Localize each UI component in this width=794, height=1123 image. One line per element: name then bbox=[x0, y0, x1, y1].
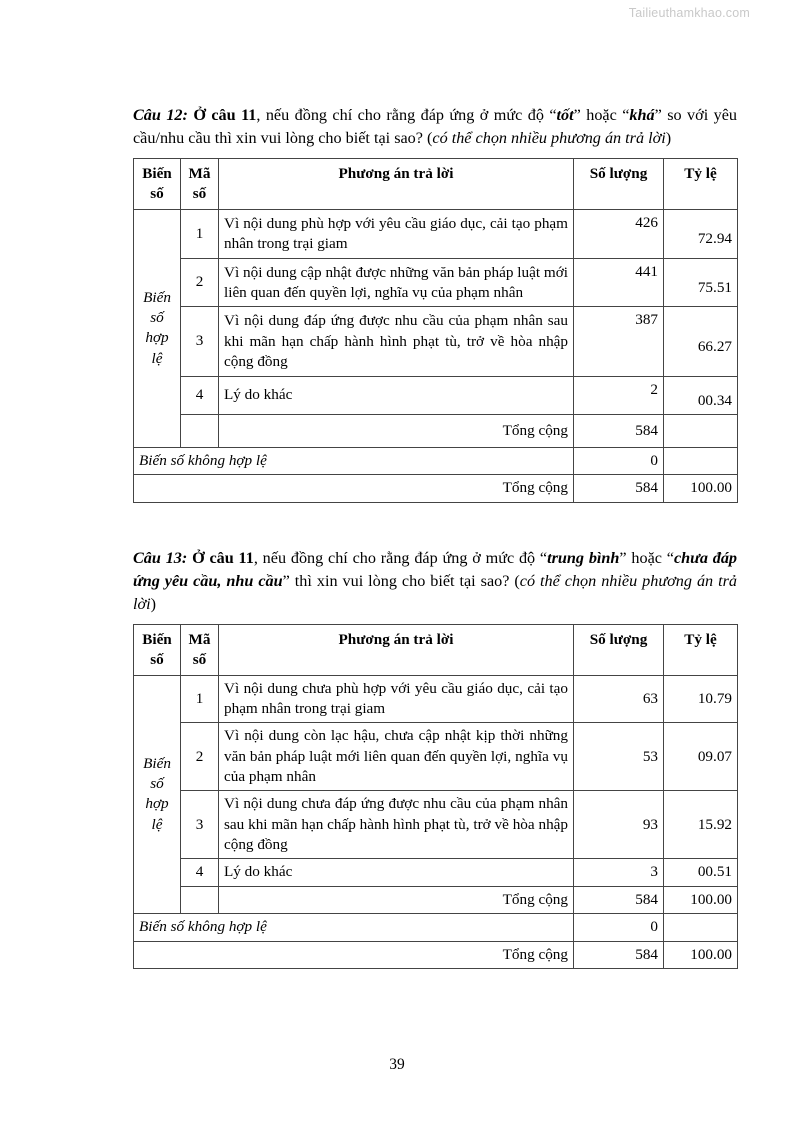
row-quantity: 3 bbox=[574, 859, 664, 886]
row-answer: Vì nội dung cập nhật được những văn bản pháp luật mới liên quan đến quyền lợi, nghĩa vụ của phạm nhân bbox=[219, 258, 574, 307]
table-row bbox=[134, 258, 738, 307]
row-quantity: 53 bbox=[574, 723, 664, 791]
question-12-text-1: , nếu đồng chí cho rằng đáp ứng ở mức độ “ bbox=[256, 106, 557, 124]
row-code: 4 bbox=[181, 376, 219, 414]
question-13-note: có thể chọn nhiều phương án trả lời bbox=[133, 571, 737, 613]
table-header-row bbox=[134, 624, 738, 675]
question-12-text-2: ” hoặc “ bbox=[573, 106, 630, 124]
row-code: 1 bbox=[181, 675, 219, 723]
table-header-row bbox=[134, 159, 738, 210]
column-header-so-luong: Số lượng bbox=[574, 624, 664, 675]
row-quantity: 93 bbox=[574, 791, 664, 859]
question-12-text-3: ” so với yêu cầu/nhu cầu thì xin vui lòng cho biết tại sao? ( bbox=[133, 106, 737, 147]
row-quantity: 387 bbox=[574, 307, 664, 376]
bien-so-hop-le-label bbox=[134, 675, 181, 914]
table-row bbox=[134, 723, 738, 791]
row-percent: 10.79 bbox=[664, 675, 738, 723]
row-code: 3 bbox=[181, 307, 219, 376]
bien-label-line-1: Biến bbox=[143, 288, 171, 306]
table-row bbox=[134, 307, 738, 376]
invalid-percent bbox=[664, 447, 738, 474]
column-header-ma-so: Mã số bbox=[181, 159, 219, 210]
question-13-text-1: , nếu đồng chí cho rằng đáp ứng ở mức độ “ bbox=[253, 548, 548, 567]
question-13-text-2: ” hoặc “ bbox=[619, 548, 674, 567]
column-header-ty-le: Tỷ lệ bbox=[664, 624, 738, 675]
question-12-emphasis-1: tốt bbox=[556, 106, 574, 124]
question-13-text-3: ” thì xin vui lòng cho biết tại sao? ( bbox=[282, 571, 520, 590]
subtotal-label: Tổng cộng bbox=[219, 414, 574, 447]
grandtotal-percent: 100.00 bbox=[664, 475, 738, 502]
table-row bbox=[134, 791, 738, 859]
row-percent: 72.94 bbox=[664, 210, 738, 259]
invalid-percent bbox=[664, 914, 738, 941]
table-row bbox=[134, 210, 738, 259]
bien-label-line-3: hợp bbox=[145, 795, 169, 813]
row-percent: 66.27 bbox=[664, 307, 738, 376]
question-13-number: Câu 13: bbox=[133, 548, 188, 567]
row-quantity: 426 bbox=[574, 210, 664, 259]
row-answer: Lý do khác bbox=[219, 859, 574, 886]
column-header-phuong-an: Phương án trả lời bbox=[219, 624, 574, 675]
question-12-note: có thể chọn nhiều phương án trả lời bbox=[432, 129, 666, 147]
subtotal-quantity: 584 bbox=[574, 886, 664, 913]
invalid-row bbox=[134, 447, 738, 474]
row-percent: 00.34 bbox=[664, 376, 738, 414]
row-code: 1 bbox=[181, 210, 219, 259]
bien-label-line-4: lệ bbox=[151, 349, 163, 367]
subtotal-quantity: 584 bbox=[574, 414, 664, 447]
grandtotal-row bbox=[134, 941, 738, 968]
column-header-so-luong: Số lượng bbox=[574, 159, 664, 210]
question-13-table bbox=[133, 624, 738, 969]
row-answer: Vì nội dung chưa đáp ứng được nhu cầu của phạm nhân sau khi mãn hạn chấp hành hình phạt tù, trở về hòa nhập cộng đồng bbox=[219, 791, 574, 859]
subtotal-row bbox=[134, 414, 738, 447]
grandtotal-quantity: 584 bbox=[574, 475, 664, 502]
row-percent: 75.51 bbox=[664, 258, 738, 307]
row-answer: Vì nội dung phù hợp với yêu cầu giáo dục, cải tạo phạm nhân trong trại giam bbox=[219, 210, 574, 259]
question-13-ref: Ở câu 11 bbox=[192, 548, 254, 567]
subtotal-code-cell bbox=[181, 886, 219, 913]
column-header-ma-so: Mã số bbox=[181, 624, 219, 675]
page-content bbox=[133, 104, 737, 969]
invalid-row bbox=[134, 914, 738, 941]
column-header-ty-le: Tỷ lệ bbox=[664, 159, 738, 210]
bien-label-line-2: số bbox=[150, 309, 164, 327]
grandtotal-row bbox=[134, 475, 738, 502]
bien-label-line-1: Biến bbox=[143, 754, 171, 772]
watermark: Tailieuthamkhao.com bbox=[628, 6, 750, 20]
grandtotal-label: Tổng cộng bbox=[134, 941, 574, 968]
invalid-label: Biến số không hợp lệ bbox=[134, 447, 574, 474]
row-answer: Lý do khác bbox=[219, 376, 574, 414]
row-percent: 00.51 bbox=[664, 859, 738, 886]
bien-label-line-2: số bbox=[150, 775, 164, 793]
question-13-text-4: ) bbox=[150, 594, 157, 613]
row-answer: Vì nội dung đáp ứng được nhu cầu của phạm nhân sau khi mãn hạn chấp hành hình phạt tù, trở về hòa nhập cộng đồng bbox=[219, 307, 574, 376]
subtotal-row bbox=[134, 886, 738, 913]
row-code: 3 bbox=[181, 791, 219, 859]
subtotal-code-cell bbox=[181, 414, 219, 447]
row-percent: 09.07 bbox=[664, 723, 738, 791]
bien-so-hop-le-label bbox=[134, 210, 181, 448]
row-code: 2 bbox=[181, 258, 219, 307]
column-header-phuong-an: Phương án trả lời bbox=[219, 159, 574, 210]
question-12-text-4: ) bbox=[665, 129, 672, 147]
column-header-bien-so: Biến số bbox=[134, 624, 181, 675]
bien-label-line-3: hợp bbox=[145, 329, 169, 347]
row-answer: Vì nội dung còn lạc hậu, chưa cập nhật kịp thời những văn bản pháp luật mới liên quan đến quyền lợi, nghĩa vụ của phạm nhân bbox=[219, 723, 574, 791]
question-13-emphasis-2: chưa đáp ứng yêu cầu, nhu cầu bbox=[133, 548, 738, 590]
subtotal-percent: 100.00 bbox=[664, 886, 738, 913]
question-12-emphasis-2: khá bbox=[629, 106, 655, 124]
question-12-ref: Ở câu 11 bbox=[193, 106, 257, 124]
row-code: 4 bbox=[181, 859, 219, 886]
invalid-quantity: 0 bbox=[574, 914, 664, 941]
row-code: 2 bbox=[181, 723, 219, 791]
table-row bbox=[134, 859, 738, 886]
row-quantity: 441 bbox=[574, 258, 664, 307]
grandtotal-label: Tổng cộng bbox=[134, 475, 574, 502]
table-row bbox=[134, 675, 738, 723]
grandtotal-percent: 100.00 bbox=[664, 941, 738, 968]
section-gap bbox=[133, 503, 737, 547]
table-row bbox=[134, 376, 738, 414]
subtotal-label: Tổng cộng bbox=[219, 886, 574, 913]
question-13-heading bbox=[133, 547, 737, 616]
subtotal-percent bbox=[664, 414, 738, 447]
bien-label-line-4: lệ bbox=[151, 815, 163, 833]
row-percent: 15.92 bbox=[664, 791, 738, 859]
row-quantity: 2 bbox=[574, 376, 664, 414]
question-12-table bbox=[133, 158, 738, 503]
invalid-label: Biến số không hợp lệ bbox=[134, 914, 574, 941]
page-number: 39 bbox=[389, 1056, 405, 1073]
row-quantity: 63 bbox=[574, 675, 664, 723]
invalid-quantity: 0 bbox=[574, 447, 664, 474]
question-12-heading bbox=[133, 104, 737, 150]
grandtotal-quantity: 584 bbox=[574, 941, 664, 968]
row-answer: Vì nội dung chưa phù hợp với yêu cầu giáo dục, cải tạo phạm nhân trong trại giam bbox=[219, 675, 574, 723]
question-12-number: Câu 12: bbox=[133, 106, 188, 124]
column-header-bien-so: Biến số bbox=[134, 159, 181, 210]
question-13-emphasis-1: trung bình bbox=[547, 548, 620, 567]
